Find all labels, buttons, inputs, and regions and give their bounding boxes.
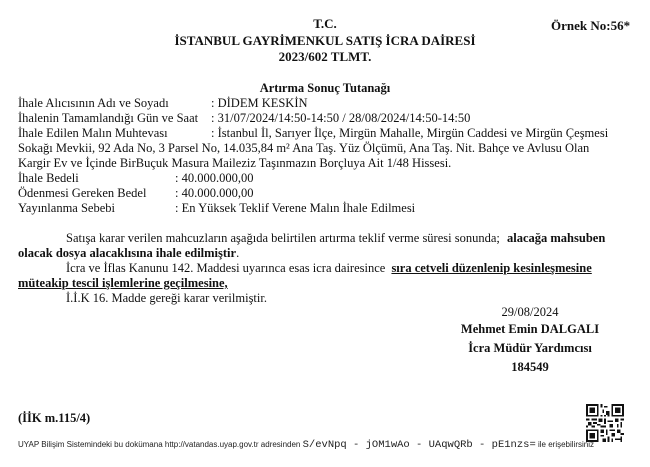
paragraph-2-text: İcra ve İflas Kanunu 142. Maddesi uyarınca esas icra dairesince bbox=[66, 261, 386, 275]
paid-value: : 40.000.000,00 bbox=[175, 186, 254, 200]
signature-date: 29/08/2024 bbox=[501, 305, 559, 319]
header-tc: T.C. bbox=[313, 16, 337, 31]
signature-number: 184549 bbox=[511, 360, 549, 374]
buyer-label: İhale Alıcısının Adı ve Soyadı bbox=[18, 96, 169, 110]
paid-label: Ödenmesi Gereken Bedel bbox=[18, 186, 147, 200]
reason-label: Yayınlanma Sebebi bbox=[18, 201, 115, 215]
document-title: Artırma Sonuç Tutanağı bbox=[259, 81, 391, 95]
paragraph-1-text: Satışa karar verilen mahcuzların aşağıda belirtilen artırma teklif verme süresi sonunda; bbox=[66, 231, 500, 245]
paragraph-1-line2 bbox=[18, 246, 239, 261]
paragraph-1-line1 bbox=[66, 231, 605, 246]
footer-suffix: ile erişebilirsiniz bbox=[537, 440, 594, 449]
paragraph-2-underlined: sıra cetveli düzenlenip kesinleşmesine bbox=[391, 261, 592, 275]
paragraph-2-line2: müteakip tescil işlemlerine geçilmesine, bbox=[18, 276, 228, 290]
date-label: İhalenin Tamamlandığı Gün ve Saat bbox=[18, 111, 199, 125]
property-value-line2: Sokağı Mevkii, 92 Ada No, 3 Parsel No, 14.035,84 m² Ana Taş. Yüz Ölçümü, Ana Taş. Nit. Bahçe ve Avlusu Olan bbox=[18, 141, 590, 155]
price-label: İhale Bedeli bbox=[18, 171, 79, 185]
paragraph-2-line1 bbox=[66, 261, 592, 276]
footer-note bbox=[18, 439, 594, 451]
ornek-no: Örnek No:56* bbox=[551, 18, 631, 33]
price-value: : 40.000.000,00 bbox=[175, 171, 254, 185]
signature-title: İcra Müdür Yardımcısı bbox=[468, 341, 592, 355]
buyer-value: : DİDEM KESKİN bbox=[211, 96, 308, 110]
signature-name: Mehmet Emin DALGALI bbox=[460, 322, 600, 336]
form-reference: (İİK m.115/4) bbox=[18, 411, 91, 425]
header-file-no: 2023/602 TLMT. bbox=[278, 49, 372, 64]
footer-code: S/evNpq - jOM1wAo - UAqwQRb - pE1nzs= bbox=[302, 439, 536, 451]
property-value-line3: Kargir Ev ve İçinde BirBuçuk Masura Maileziz Taşınmazın Borçluya Ait 1/48 Hissesi. bbox=[18, 156, 452, 170]
paragraph-1-bold-2: olacak dosya alacaklısına ihale edilmiştir bbox=[18, 246, 237, 260]
paragraph-1-end: . bbox=[236, 246, 240, 260]
paragraph-1-bold: alacağa mahsuben bbox=[507, 231, 606, 245]
property-label: İhale Edilen Malın Muhtevası bbox=[18, 126, 168, 140]
footer-prefix: UYAP Bilişim Sistemindeki bu dokümana http://vatandas.uyap.gov.tr adresinden bbox=[18, 440, 301, 449]
qr-code-icon bbox=[586, 404, 624, 442]
header-office: İSTANBUL GAYRİMENKUL SATIŞ İCRA DAİRESİ bbox=[174, 33, 476, 48]
date-value: : 31/07/2024/14:50-14:50 / 28/08/2024/14:50-14:50 bbox=[211, 111, 471, 125]
property-value-line1: : İstanbul İl, Sarıyer İlçe, Mirgün Mahalle, Mirgün Caddesi ve Mirgün Çeşmesi bbox=[211, 126, 609, 140]
reason-value: : En Yüksek Teklif Verene Malın İhale Edilmesi bbox=[175, 201, 416, 215]
paragraph-3: İ.İ.K 16. Madde gereği karar verilmiştir. bbox=[66, 291, 267, 305]
